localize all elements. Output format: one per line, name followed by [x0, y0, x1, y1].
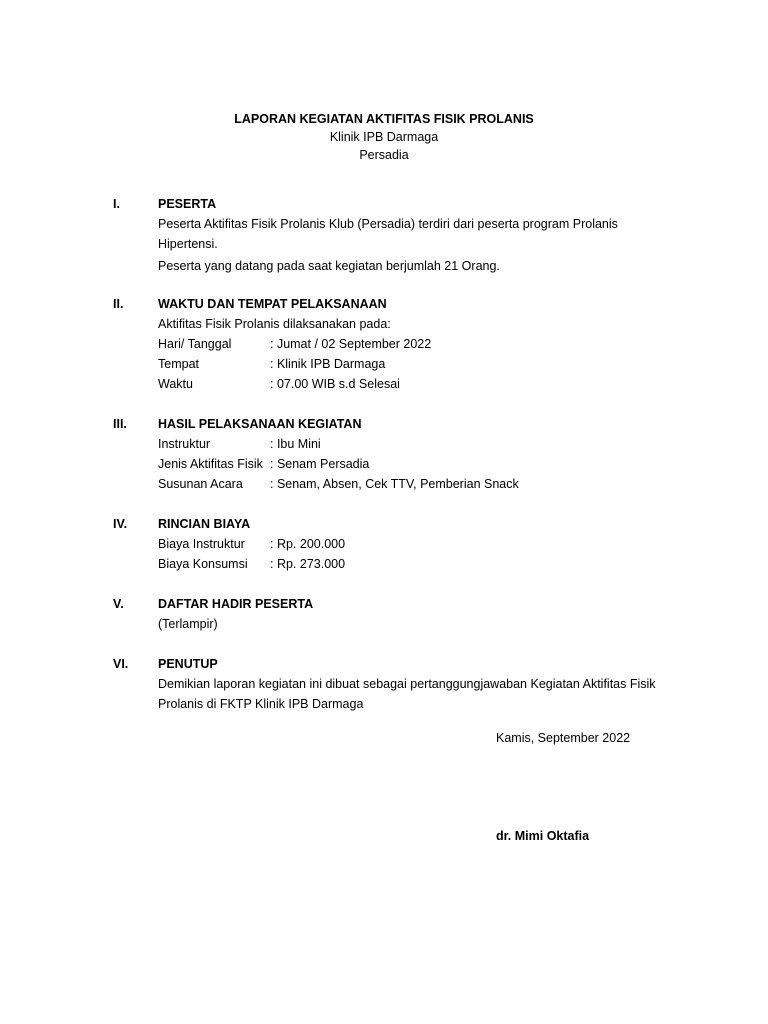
section-heading: PESERTA [158, 197, 217, 211]
field-value: : Rp. 273.000 [270, 557, 346, 571]
signature-date: Kamis, September 2022 [496, 731, 631, 745]
section-numeral: VI. [113, 657, 129, 671]
section-heading: DAFTAR HADIR PESERTA [158, 597, 314, 611]
field-label: Susunan Acara [158, 477, 243, 491]
paragraph-line: Peserta Aktifitas Fisik Prolanis Klub (Persadia) terdiri dari peserta program Prolanis [158, 217, 618, 231]
field-value: : 07.00 WIB s.d Selesai [270, 377, 400, 391]
field-value: : Ibu Mini [270, 437, 321, 451]
section-heading: HASIL PELAKSANAAN KEGIATAN [158, 417, 362, 431]
field-value: : Senam Persadia [270, 457, 370, 471]
paragraph-line: (Terlampir) [158, 617, 218, 631]
field-label: Biaya Konsumsi [158, 557, 248, 571]
field-label: Waktu [158, 377, 193, 391]
section-numeral: III. [113, 417, 127, 431]
field-label: Hari/ Tanggal [158, 337, 232, 351]
field-value: : Klinik IPB Darmaga [270, 357, 386, 371]
paragraph-line: Aktifitas Fisik Prolanis dilaksanakan pada: [158, 317, 391, 331]
section-heading: WAKTU DAN TEMPAT PELAKSANAAN [158, 297, 387, 311]
field-label: Tempat [158, 357, 199, 371]
paragraph-line: Hipertensi. [158, 237, 218, 251]
field-value: : Rp. 200.000 [270, 537, 346, 551]
club-name: Persadia [359, 148, 409, 162]
clinic-name: Klinik IPB Darmaga [329, 130, 439, 144]
field-label: Biaya Instruktur [158, 537, 245, 551]
field-label: Instruktur [158, 437, 211, 451]
section-numeral: II. [113, 297, 124, 311]
paragraph-line: Peserta yang datang pada saat kegiatan berjumlah 21 Orang. [158, 259, 500, 273]
section-numeral: IV. [113, 517, 128, 531]
report-title: LAPORAN KEGIATAN AKTIFITAS FISIK PROLANIS [234, 112, 534, 126]
field-value: : Senam, Absen, Cek TTV, Pemberian Snack [270, 477, 519, 491]
section-heading: RINCIAN BIAYA [158, 517, 251, 531]
signature-name: dr. Mimi Oktafia [496, 829, 590, 843]
section-heading: PENUTUP [158, 657, 218, 671]
section-numeral: V. [113, 597, 124, 611]
section-numeral: I. [113, 197, 120, 211]
paragraph-line: Prolanis di FKTP Klinik IPB Darmaga [158, 697, 364, 711]
field-value: : Jumat / 02 September 2022 [270, 337, 432, 351]
field-label: Jenis Aktifitas Fisik [158, 457, 263, 471]
paragraph-line: Demikian laporan kegiatan ini dibuat sebagai pertanggungjawaban Kegiatan Aktifitas Fisik [158, 677, 656, 691]
